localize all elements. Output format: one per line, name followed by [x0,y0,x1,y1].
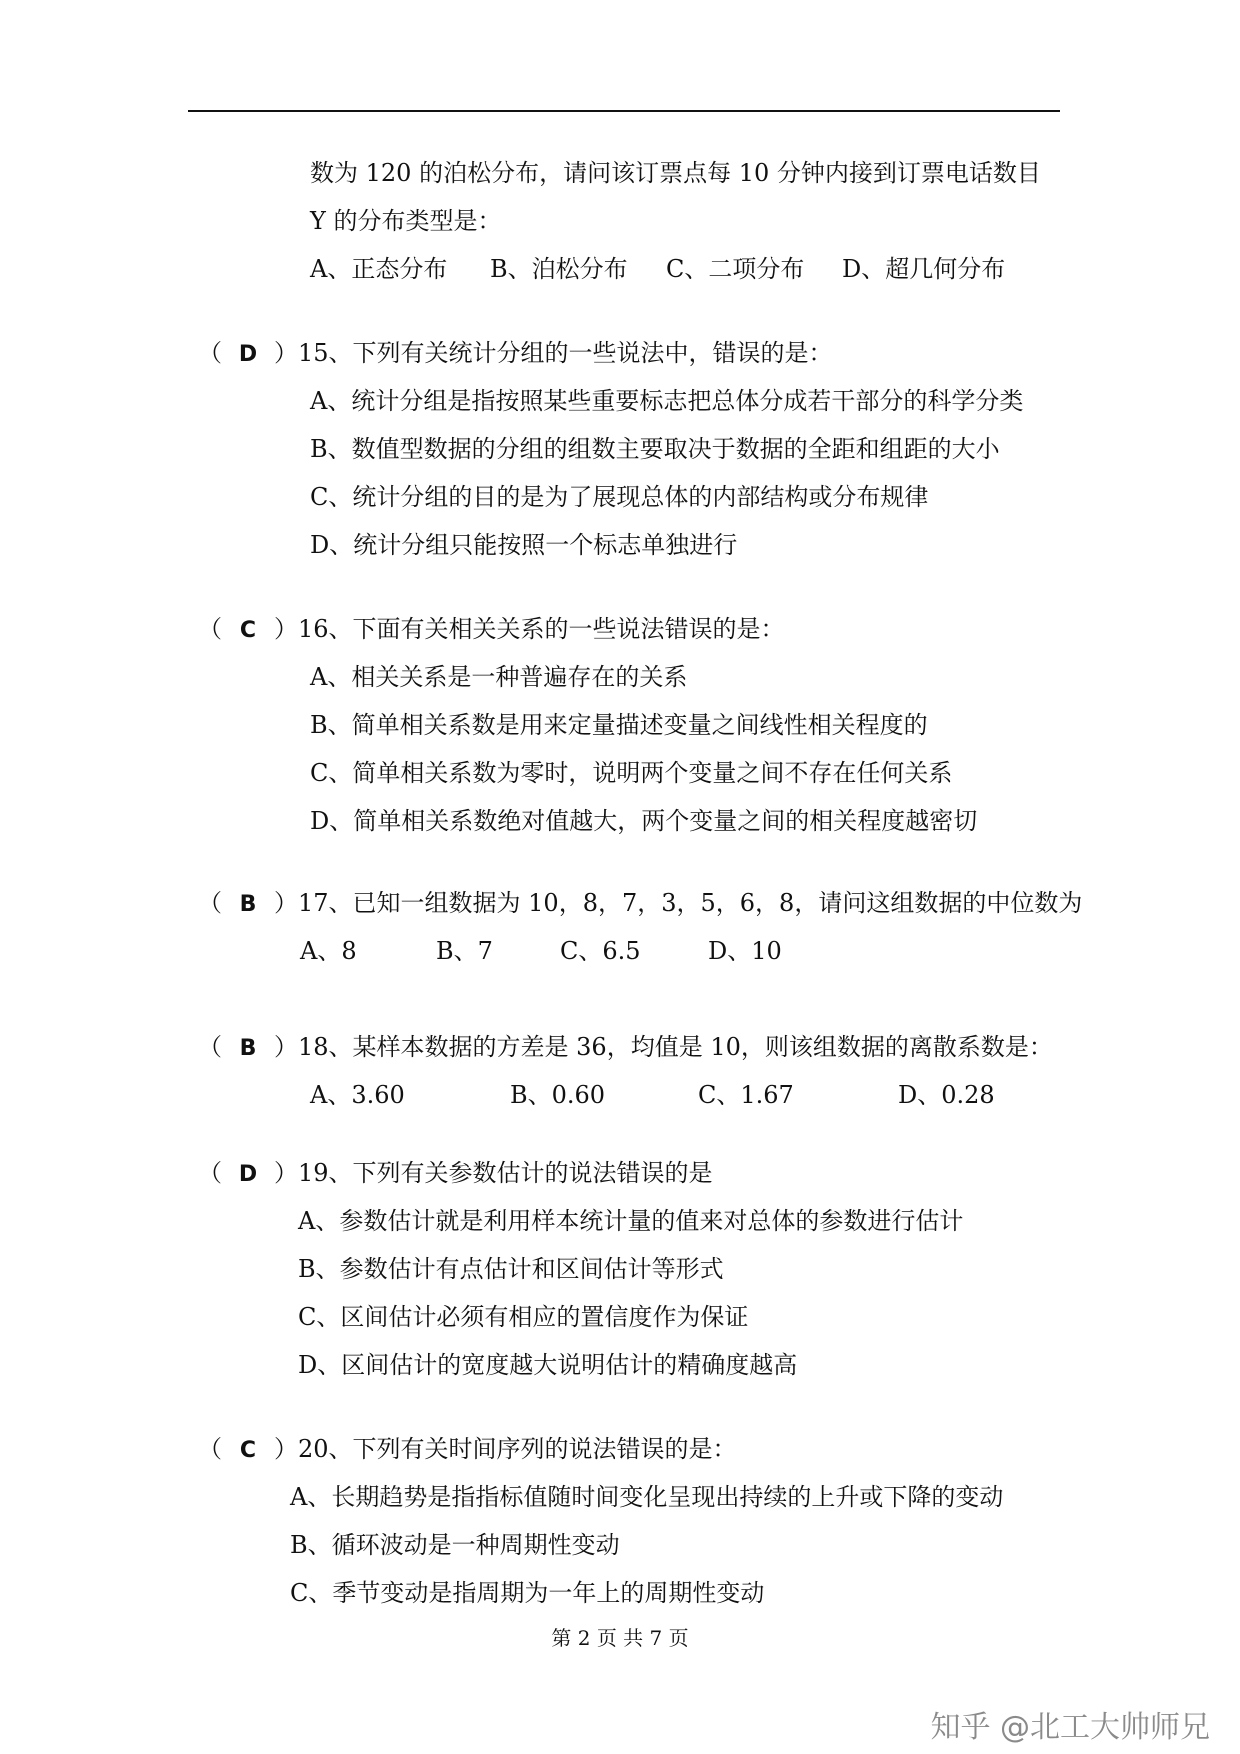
q17-question: （ B ）17、已知一组数据为 10，8，7，3，5，6，8，请问这组数据的中位数为 [198,888,1082,920]
q17-option-c: C、6.5 [560,937,641,965]
q19-option-c: C、区间估计必须有相应的置信度作为保证 [298,1303,749,1331]
q17-option-d: D、10 [708,937,782,965]
q16-option-c: C、简单相关系数为零时，说明两个变量之间不存在任何关系 [310,759,953,787]
q16-stem: 16、下面有关相关关系的一些说法错误的是： [298,615,785,643]
header-rule [188,110,1060,112]
q20-answer: C [239,1438,257,1463]
q17-options [300,936,782,966]
q15-stem: 15、下列有关统计分组的一些说法中，错误的是： [298,339,833,367]
q20-option-c: C、季节变动是指周期为一年上的周期性变动 [290,1579,765,1607]
page-footer: 第 2 页 共 7 页 [551,1626,689,1650]
q15-option-b: B、数值型数据的分组的组数主要取决于数据的全距和组距的大小 [310,435,1000,463]
q20-question: （ C ）20、下列有关时间序列的说法错误的是： [198,1434,737,1466]
q14-option-d: D、超几何分布 [842,255,1006,283]
q18-options [310,1080,995,1110]
q18-option-c: C、1.67 [698,1081,794,1109]
q17-option-a: A、8 [300,937,357,965]
q16-question: （ C ）16、下面有关相关关系的一些说法错误的是： [198,614,785,646]
q16-answer: C [239,618,257,643]
q18-option-b: B、0.60 [510,1081,606,1109]
q15-question: （ D ）15、下列有关统计分组的一些说法中，错误的是： [198,338,833,370]
q18-option-d: D、0.28 [898,1081,995,1109]
q19-stem: 19、下列有关参数估计的说法错误的是 [298,1159,713,1187]
q20-option-b: B、循环波动是一种周期性变动 [290,1531,620,1559]
q20-option-a: A、长期趋势是指指标值随时间变化呈现出持续的上升或下降的变动 [290,1483,1004,1511]
q20-stem: 20、下列有关时间序列的说法错误的是： [298,1435,737,1463]
q19-question: （ D ）19、下列有关参数估计的说法错误的是 [198,1158,713,1190]
q14-option-b: B、泊松分布 [490,255,628,283]
q14-text-line1: 数为 120 的泊松分布，请问该订票点每 10 分钟内接到订票电话数目 [310,159,1041,187]
q14-text-line2: Y 的分布类型是： [310,207,502,235]
q14-options [310,254,1005,284]
q17-option-b: B、7 [436,937,493,965]
q15-option-d: D、统计分组只能按照一个标志单独进行 [310,531,738,559]
q17-stem: 17、已知一组数据为 10，8，7，3，5，6，8，请问这组数据的中位数为 [298,889,1083,917]
watermark: 知乎 @北工大帅师兄 [930,1710,1210,1745]
q14-option-a: A、正态分布 [310,255,448,283]
q19-option-a: A、参数估计就是利用样本统计量的值来对总体的参数进行估计 [298,1207,964,1235]
q18-answer: B [239,1036,257,1061]
q15-option-a: A、统计分组是指按照某些重要标志把总体分成若干部分的科学分类 [310,387,1024,415]
q16-option-b: B、简单相关系数是用来定量描述变量之间线性相关程度的 [310,711,928,739]
q15-option-c: C、统计分组的目的是为了展现总体的内部结构或分布规律 [310,483,929,511]
q15-answer: D [238,342,258,367]
q19-option-d: D、区间估计的宽度越大说明估计的精确度越高 [298,1351,798,1379]
q19-answer: D [238,1162,258,1187]
q17-answer: B [239,892,257,917]
q16-option-d: D、简单相关系数绝对值越大，两个变量之间的相关程度越密切 [310,807,978,835]
q18-option-a: A、3.60 [310,1081,405,1109]
q18-stem: 18、某样本数据的方差是 36，均值是 10，则该组数据的离散系数是： [298,1033,1053,1061]
q19-option-b: B、参数估计有点估计和区间估计等形式 [298,1255,724,1283]
q14-option-c: C、二项分布 [666,255,805,283]
q18-question: （ B ）18、某样本数据的方差是 36，均值是 10，则该组数据的离散系数是： [198,1032,1053,1064]
q16-option-a: A、相关关系是一种普遍存在的关系 [310,663,688,691]
